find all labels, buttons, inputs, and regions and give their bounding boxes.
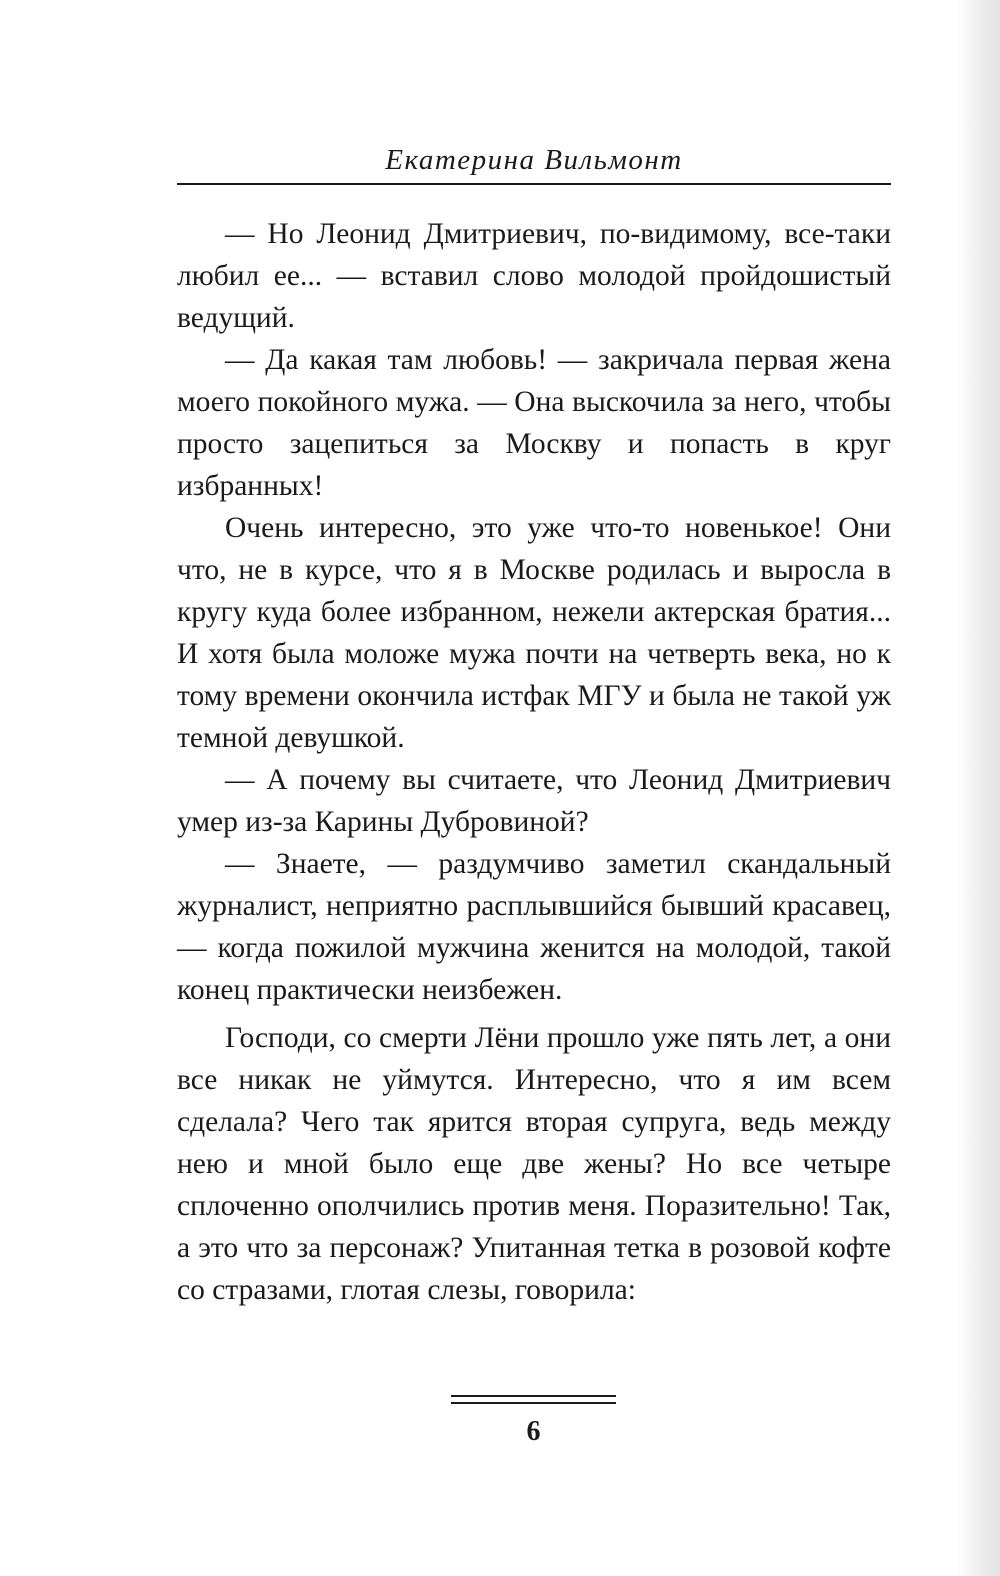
paragraph: — Знаете, — раздумчиво заметил скандальный журналист, неприятно расплывшийся бывший красавец, — когда пожилой мужчина женится на молодой, такой конец практически неизбежен. (177, 848, 891, 1006)
paragraph: — Но Леонид Дмитриевич, по-видимому, все-таки любил ее... — вставил слово молодой пройдошистый ведущий. (177, 218, 891, 334)
footer-rule-bottom (451, 1402, 616, 1404)
footer-rule-top (451, 1395, 616, 1397)
paragraph: Господи, со смерти Лёни прошло уже пять лет, а они все никак не уймутся. Интересно, что я им всем сделала? Чего так ярится вторая супруга, ведь между нею и мной было еще две жены? Но все четыре сплоченно ополчились против меня. Поразительно! Так, а это что за персонаж? Упитанная тетка в розовой кофте со стразами, глотая слезы, говорила: (177, 1022, 891, 1306)
page-number: 6 (526, 1416, 541, 1447)
header-rule (177, 183, 891, 185)
paragraph: — Да какая там любовь! — закричала первая жена моего покойного мужа. — Она выскочила за него, чтобы просто зацепиться за Москву и попасть в круг избранных! (177, 344, 891, 502)
page-edge-shadow (956, 0, 1000, 1576)
paragraph: — А почему вы считаете, что Леонид Дмитриевич умер из-за Карины Дубровиной? (177, 764, 891, 838)
running-header-author: Екатерина Вильмонт (385, 144, 683, 176)
paragraph: Очень интересно, это уже что-то новенькое! Они что, не в курсе, что я в Москве родилась и выросла в кругу куда более избранном, нежели актерская братия... И хотя была моложе мужа почти на четверть века, но к тому времени окончила истфак МГУ и была не такой уж темной девушкой. (177, 512, 891, 754)
body-text (177, 213, 891, 1311)
